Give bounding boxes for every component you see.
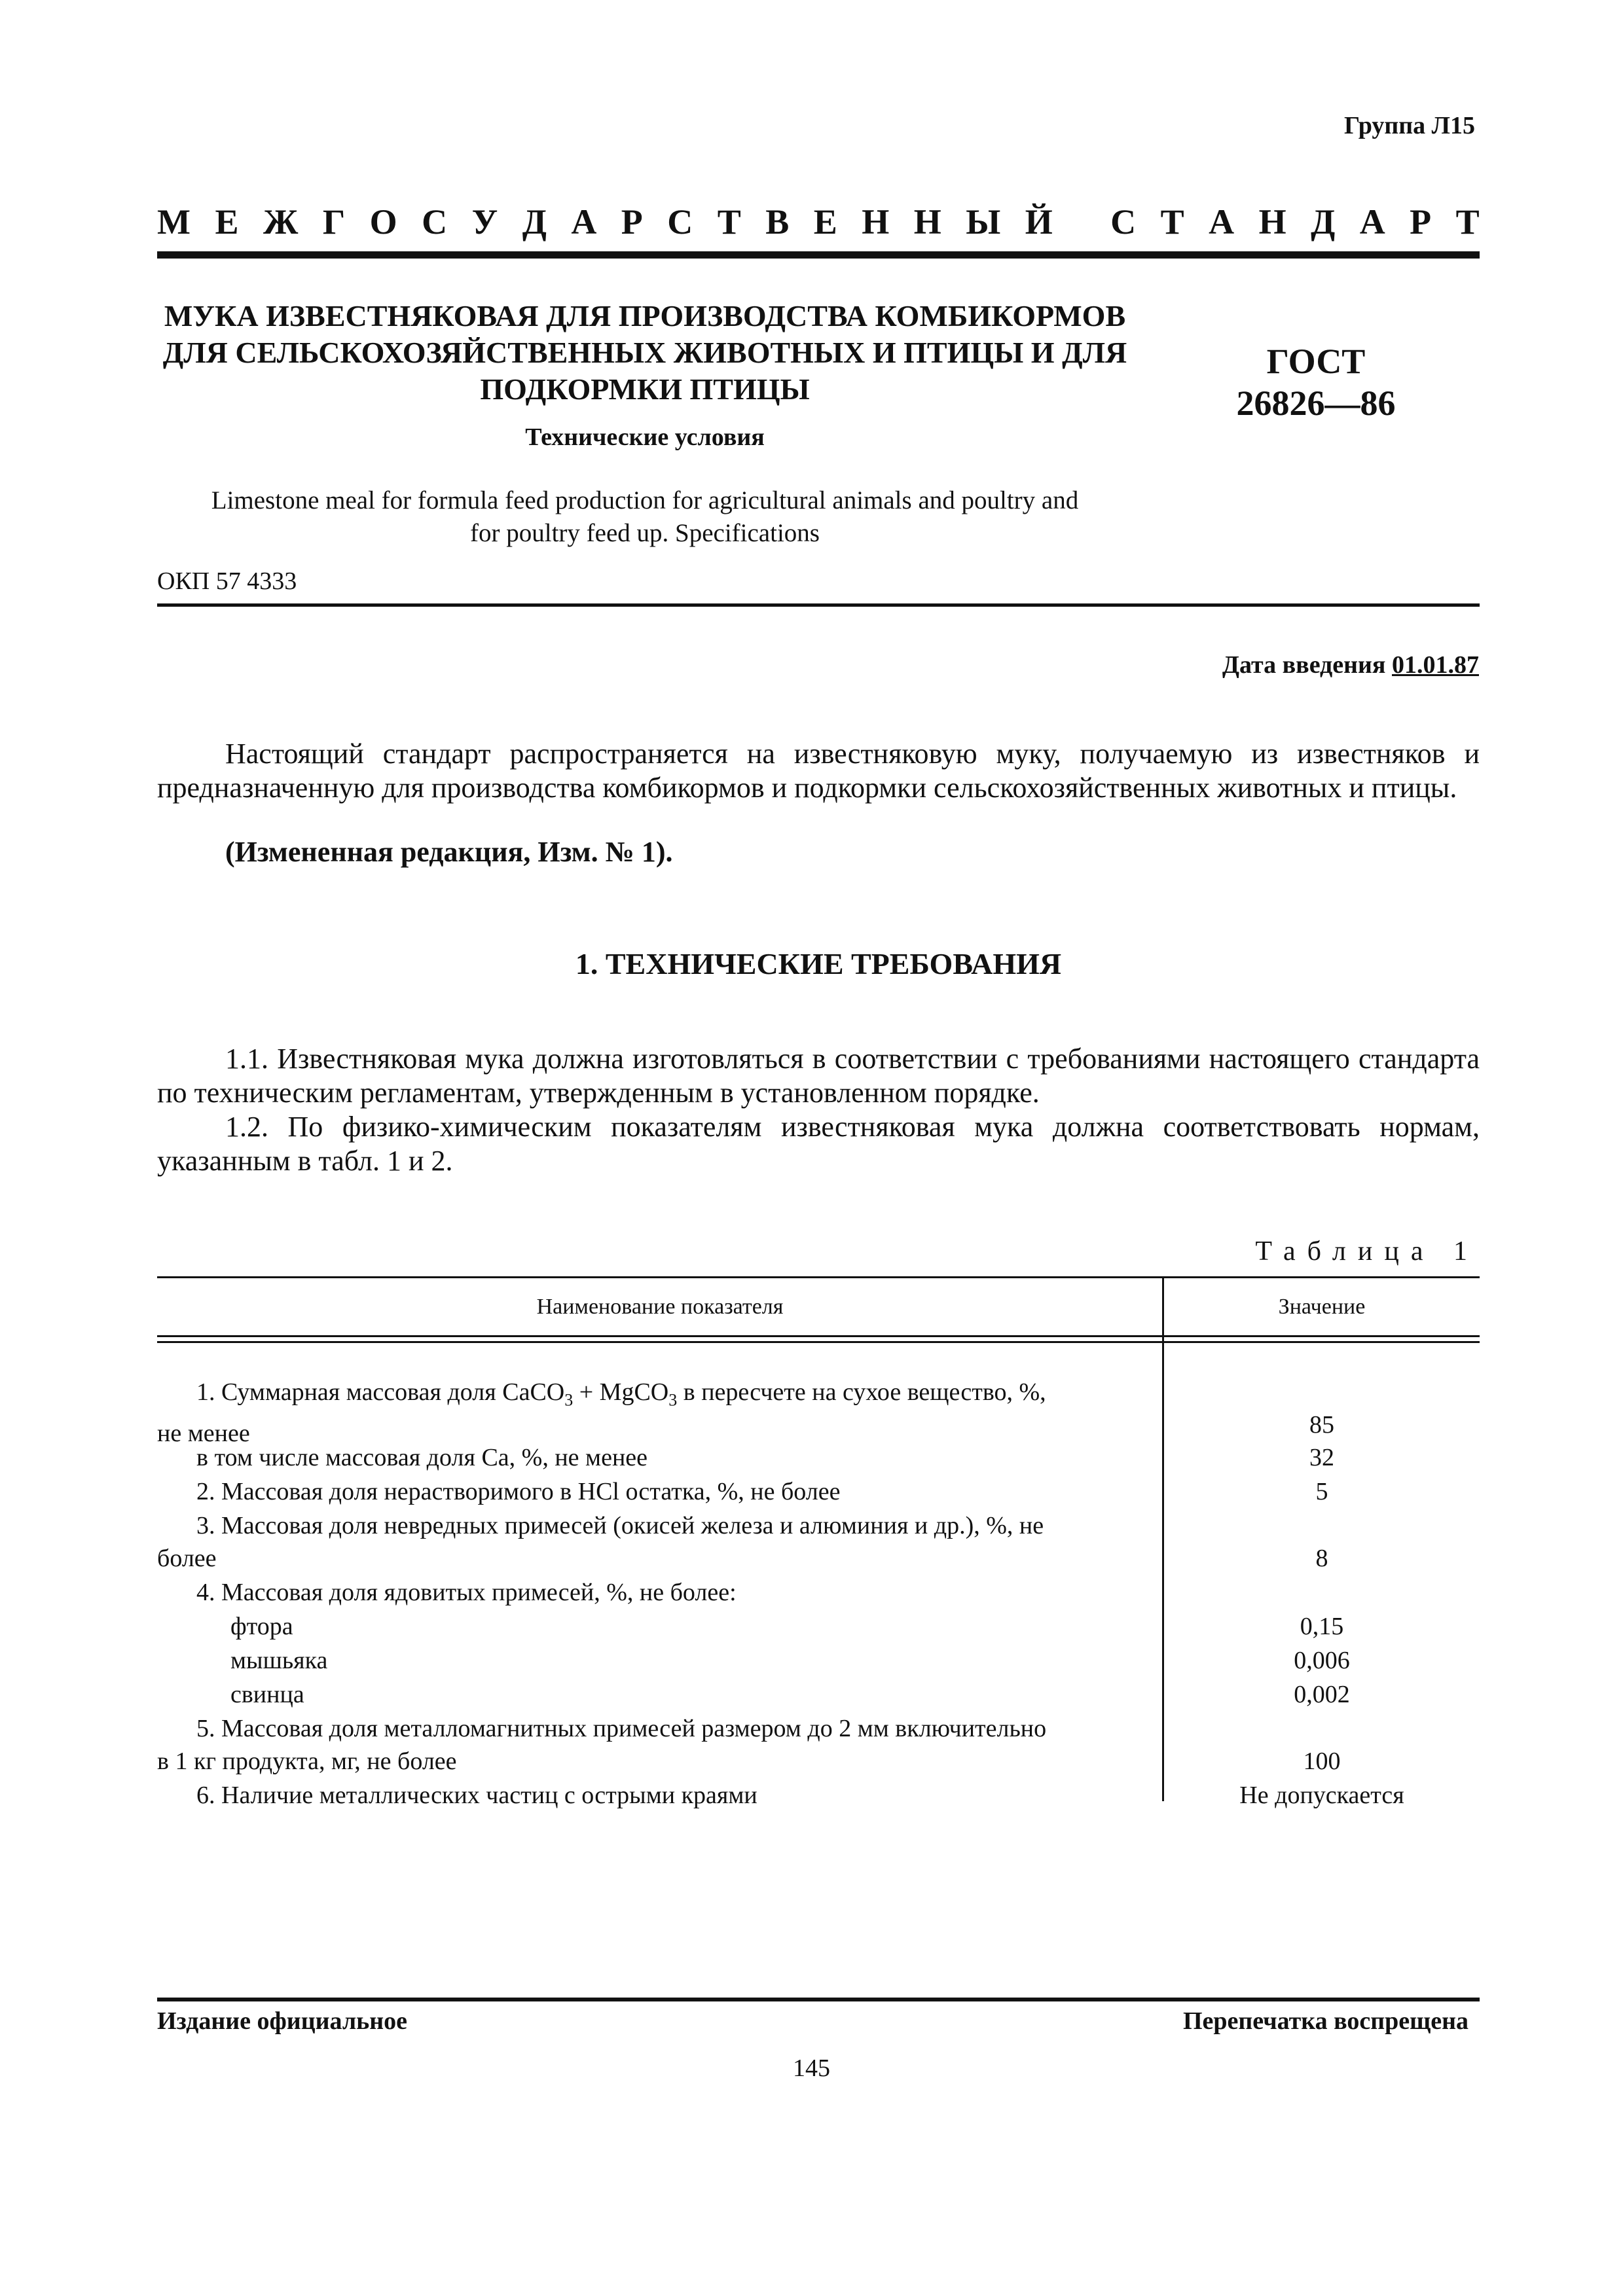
interstate-letter: Д <box>1311 202 1336 242</box>
document-title <box>157 298 1133 408</box>
table-row-4a-name: фтора <box>230 1613 293 1640</box>
interstate-letter: А <box>571 202 597 242</box>
okp-code: ОКП 57 4333 <box>157 567 297 595</box>
footer-official-edition: Издание официальное <box>157 2007 408 2035</box>
footer-rule <box>157 1998 1480 2001</box>
table-row-4c-name: свинца <box>230 1681 304 1708</box>
intro-date-value: 01.01.87 <box>1392 651 1479 679</box>
table-top-rule <box>157 1276 1480 1278</box>
interstate-letter: Н <box>913 202 941 242</box>
table-column-divider <box>1162 1278 1164 1801</box>
interstate-letter: Т <box>1160 202 1184 242</box>
table-header-name: Наименование показателя <box>536 1295 784 1319</box>
interstate-letter: М <box>157 202 191 242</box>
footer-reprint-prohibited: Перепечатка воспрещена <box>1182 2007 1468 2035</box>
interstate-letter: Р <box>1410 202 1432 242</box>
table-row-2-value: 5 <box>1315 1478 1328 1505</box>
interstate-letter: Р <box>621 202 643 242</box>
table-header-value: Значение <box>1278 1295 1366 1319</box>
table-row-4-name: 4. Массовая доля ядовитых примесей, %, не более: <box>196 1579 737 1606</box>
title-line-2: ДЛЯ СЕЛЬСКОХОЗЯЙСТВЕННЫХ ЖИВОТНЫХ И ПТИЦЫ И ДЛЯ <box>162 336 1127 369</box>
table-row-1a-value: 32 <box>1309 1444 1334 1471</box>
table-row-4b-value: 0,006 <box>1294 1647 1350 1674</box>
page-number: 145 <box>793 2054 830 2082</box>
interstate-letter: Г <box>322 202 346 242</box>
interstate-letter: С <box>667 202 693 242</box>
gost-label: ГОСТ <box>1266 342 1366 381</box>
paragraph-1-2: 1.2. По физико-химическим показателям известняковая мука должна соответствовать нормам, указанным в табл. 1 и 2. <box>157 1111 1480 1177</box>
intro-date <box>1222 651 1479 679</box>
table-row-5-name: 5. Массовая доля металломагнитных примесей размером до 2 мм включительно в 1 кг продукта, мг, не более <box>157 1715 1047 1775</box>
interstate-letter: Т <box>717 202 741 242</box>
interstate-letter: Н <box>862 202 890 242</box>
title-line-1: МУКА ИЗВЕСТНЯКОВАЯ ДЛЯ ПРОИЗВОДСТВА КОМБИКОРМОВ <box>164 299 1126 332</box>
gost-code: 26826—86 <box>1236 384 1396 423</box>
table-row-6-value: Не допускается <box>1239 1782 1404 1809</box>
interstate-letter: Е <box>215 202 239 242</box>
gost-number <box>1192 340 1440 424</box>
section-1-title: 1. ТЕХНИЧЕСКИЕ ТРЕБОВАНИЯ <box>575 947 1062 980</box>
interstate-letter: Ы <box>966 202 1001 242</box>
interstate-standard-heading <box>157 202 1480 242</box>
interstate-letter: Д <box>522 202 547 242</box>
interstate-letter: Й <box>1025 202 1053 242</box>
table-row-1-name: 1. Суммарная массовая доля CaCO$_3$ + MgCO$_3$ в пересчете на сухое вещество, %, не менее <box>157 1378 1046 1447</box>
table-caption: Таблица 1 <box>1255 1236 1479 1266</box>
english-title-line-2: for poultry feed up. Specifications <box>470 519 820 547</box>
intro-date-label: Дата введения <box>1222 651 1386 679</box>
interstate-letter: В <box>765 202 790 242</box>
paragraph-1-1: 1.1. Известняковая мука должна изготовляться в соответствии с требованиями настоящего стандарта по техническим регламентам, утвержденным в установленном порядке. <box>157 1043 1480 1109</box>
interstate-letter: О <box>369 202 397 242</box>
table-row-1a-name: в том числе массовая доля Ca, %, не менее <box>196 1444 648 1471</box>
document-subtitle: Технические условия <box>525 423 765 451</box>
edit-note: (Измененная редакция, Изм. № 1). <box>225 836 673 868</box>
interstate-letter: А <box>1209 202 1235 242</box>
interstate-letter: А <box>1359 202 1385 242</box>
interstate-letter: Е <box>813 202 837 242</box>
interstate-letter: Т <box>1455 202 1480 242</box>
english-title-line-1: Limestone meal for formula feed production for agricultural animals and poultry and <box>211 486 1079 514</box>
title-line-3: ПОДКОРМКИ ПТИЦЫ <box>480 372 810 406</box>
table-row-1-value: 85 <box>1309 1411 1334 1439</box>
interstate-letter: Н <box>1258 202 1286 242</box>
table-row-3-name: 3. Массовая доля невредных примесей (окисей железа и алюминия и др.), %, не более <box>157 1512 1044 1572</box>
interstate-letter <box>1077 202 1086 242</box>
interstate-letter: У <box>471 202 498 242</box>
table-row-6-name: 6. Наличие металлических частиц с острыми краями <box>196 1782 757 1809</box>
title-rule <box>157 603 1480 607</box>
table-row-4c-value: 0,002 <box>1294 1681 1350 1708</box>
intro-paragraph: Настоящий стандарт распространяется на известняковую муку, получаемую из известняков и предназначенную для производства комбикормов и подкормки сельскохозяйственных животных и птицы. <box>157 738 1480 804</box>
table-header-rule-2 <box>157 1341 1480 1343</box>
table-header-rule <box>157 1335 1480 1337</box>
interstate-letter: Ж <box>263 202 299 242</box>
english-title <box>157 484 1133 550</box>
interstate-letter: С <box>1110 202 1137 242</box>
interstate-letter: С <box>422 202 448 242</box>
table-row-2-name: 2. Массовая доля нерастворимого в HCl остатка, %, не более <box>196 1478 841 1505</box>
table-row-3-value: 8 <box>1315 1545 1328 1572</box>
table-row-5-value: 100 <box>1303 1748 1341 1775</box>
table-row-4a-value: 0,15 <box>1300 1613 1344 1640</box>
table-row-4b-name: мышьяка <box>230 1647 328 1674</box>
group-label: Группа Л15 <box>1343 112 1475 139</box>
header-rule <box>157 251 1480 259</box>
